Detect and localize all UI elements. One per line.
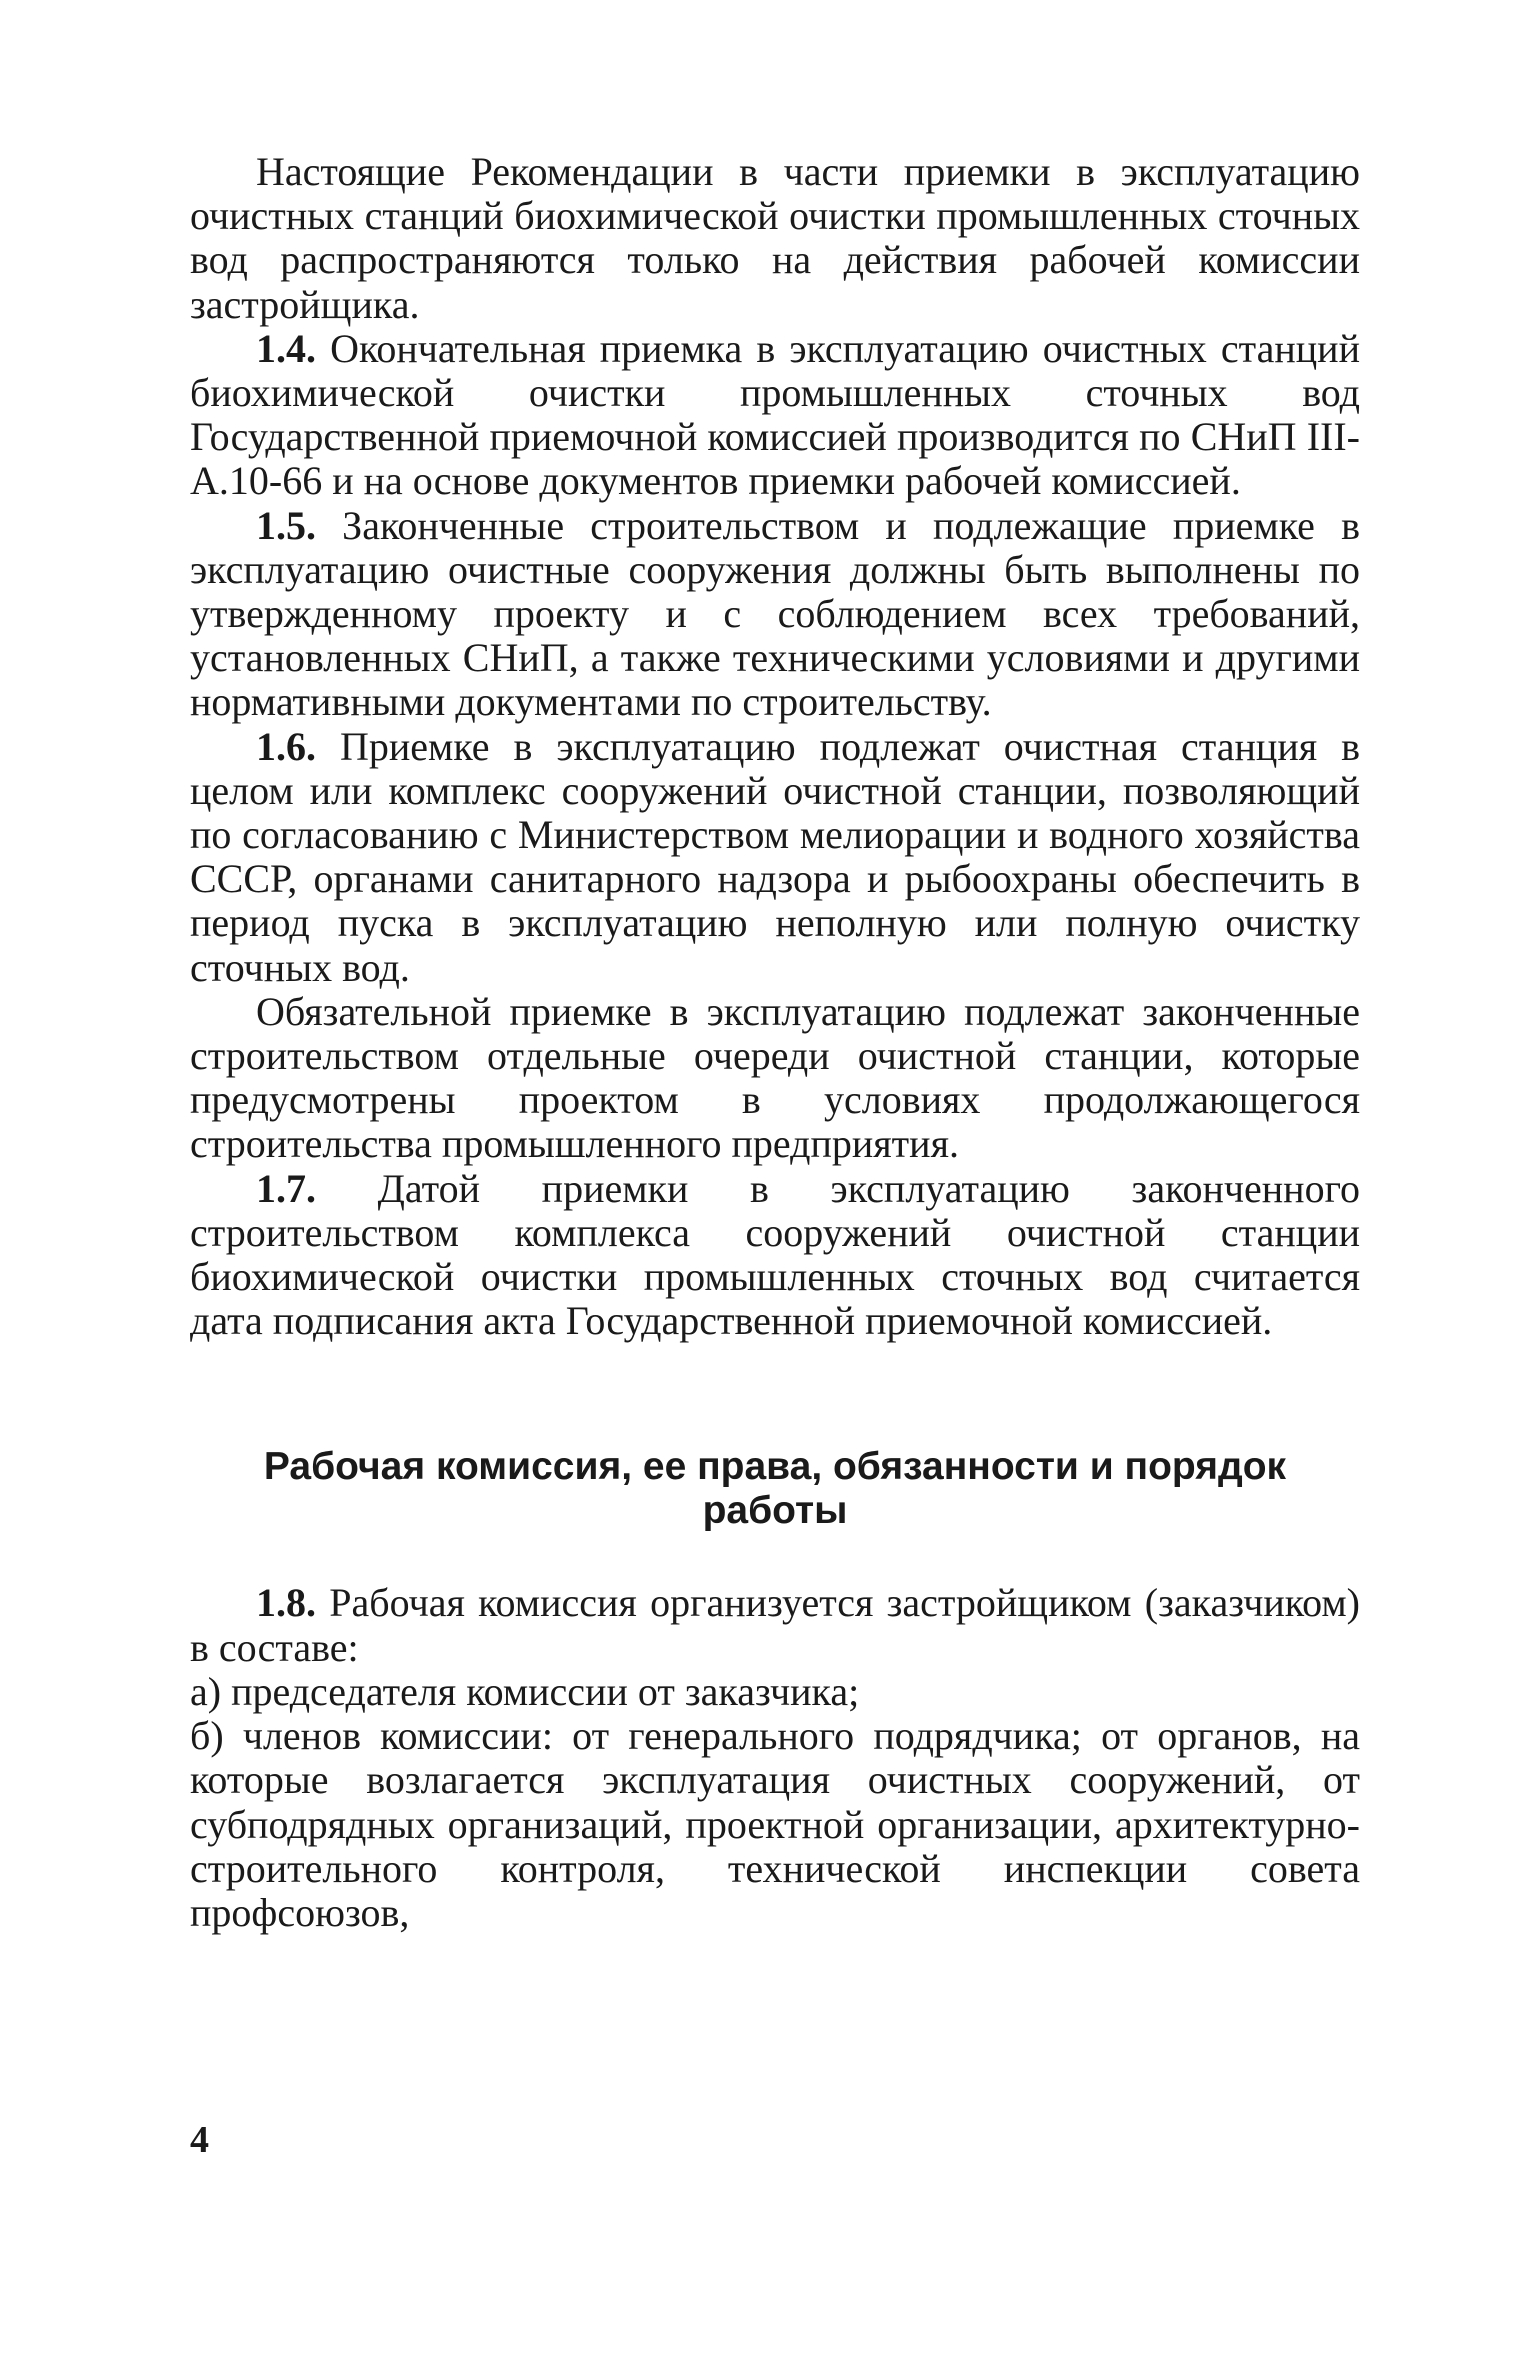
paragraph-text: Датой приемки в эксплуатацию законченного строительством комплекса сооружений очистной станции биохимической очистки промышленных сточных вод считается дата подписания акта Государственной приемочной комиссией.: [190, 1165, 1360, 1344]
list-item-b: [190, 1714, 1360, 1935]
paragraph-text: Законченные строительством и подлежащие приемке в эксплуатацию очистные сооружения должны быть выполнены по утвержденному проекту и с соблюдением всех требований, установленных СНиП, а также техническими условиями и другими нормативными документами по строительству.: [190, 502, 1360, 725]
list-item-text: а) председателя комиссии от заказчика;: [190, 1668, 860, 1714]
paragraph-text: Рабочая комиссия организуется застройщиком (заказчиком) в составе:: [190, 1580, 1360, 1670]
paragraph-1-8: [190, 1581, 1360, 1669]
paragraph-text: Обязательной приемке в эксплуатацию подлежат законченные строительством отдельные очереди очистной станции, которые предусмотрены проектом в условиях продолжающегося строительства промышленного предприятия.: [190, 988, 1360, 1167]
section-heading: Рабочая комиссия, ее права, обязанности и порядок работы: [263, 1445, 1287, 1533]
clause-number: 1.7.: [256, 1165, 316, 1211]
clause-number: 1.5.: [256, 502, 316, 548]
clause-number: 1.4.: [256, 325, 316, 371]
paragraph-intro: [190, 150, 1360, 327]
document-page: [190, 150, 1360, 1935]
paragraph-text: Окончательная приемка в эксплуатацию очистных станций биохимической очистки промышленных сточных вод Государственной приемочной комиссией производится по СНиП III-А.10-66 и на основе документов приемки рабочей комиссией.: [190, 325, 1360, 504]
clause-number: 1.8.: [256, 1580, 316, 1626]
clause-number: 1.6.: [256, 723, 316, 769]
paragraph-1-5: [190, 504, 1360, 725]
list-item-text: б) членов комиссии: от генерального подрядчика; от органов, на которые возлагается эксплуатация очистных сооружений, от субподрядных организаций, проектной организации, архитектурно-строительного контроля, технической инспекции совета профсоюзов,: [190, 1713, 1360, 1935]
paragraph-1-6: [190, 725, 1360, 990]
paragraph-text: Приемке в эксплуатацию подлежат очистная станция в целом или комплекс сооружений очистной станции, позволяющий по согласованию с Министерством мелиорации и водного хозяйства СССР, органами санитарного надзора и рыбоохраны обеспечить в период пуска в эксплуатацию неполную или полную очистку сточных вод.: [190, 723, 1360, 990]
page-number: 4: [190, 2119, 209, 2161]
paragraph-1-7: [190, 1167, 1360, 1344]
paragraph-text: Настоящие Рекомендации в части приемки в эксплуатацию очистных станций биохимической очистки промышленных сточных вод распространяются только на действия рабочей комиссии застройщика.: [190, 149, 1360, 327]
list-item-a: [190, 1670, 1360, 1714]
paragraph-mandatory: [190, 990, 1360, 1167]
paragraph-1-4: [190, 327, 1360, 504]
